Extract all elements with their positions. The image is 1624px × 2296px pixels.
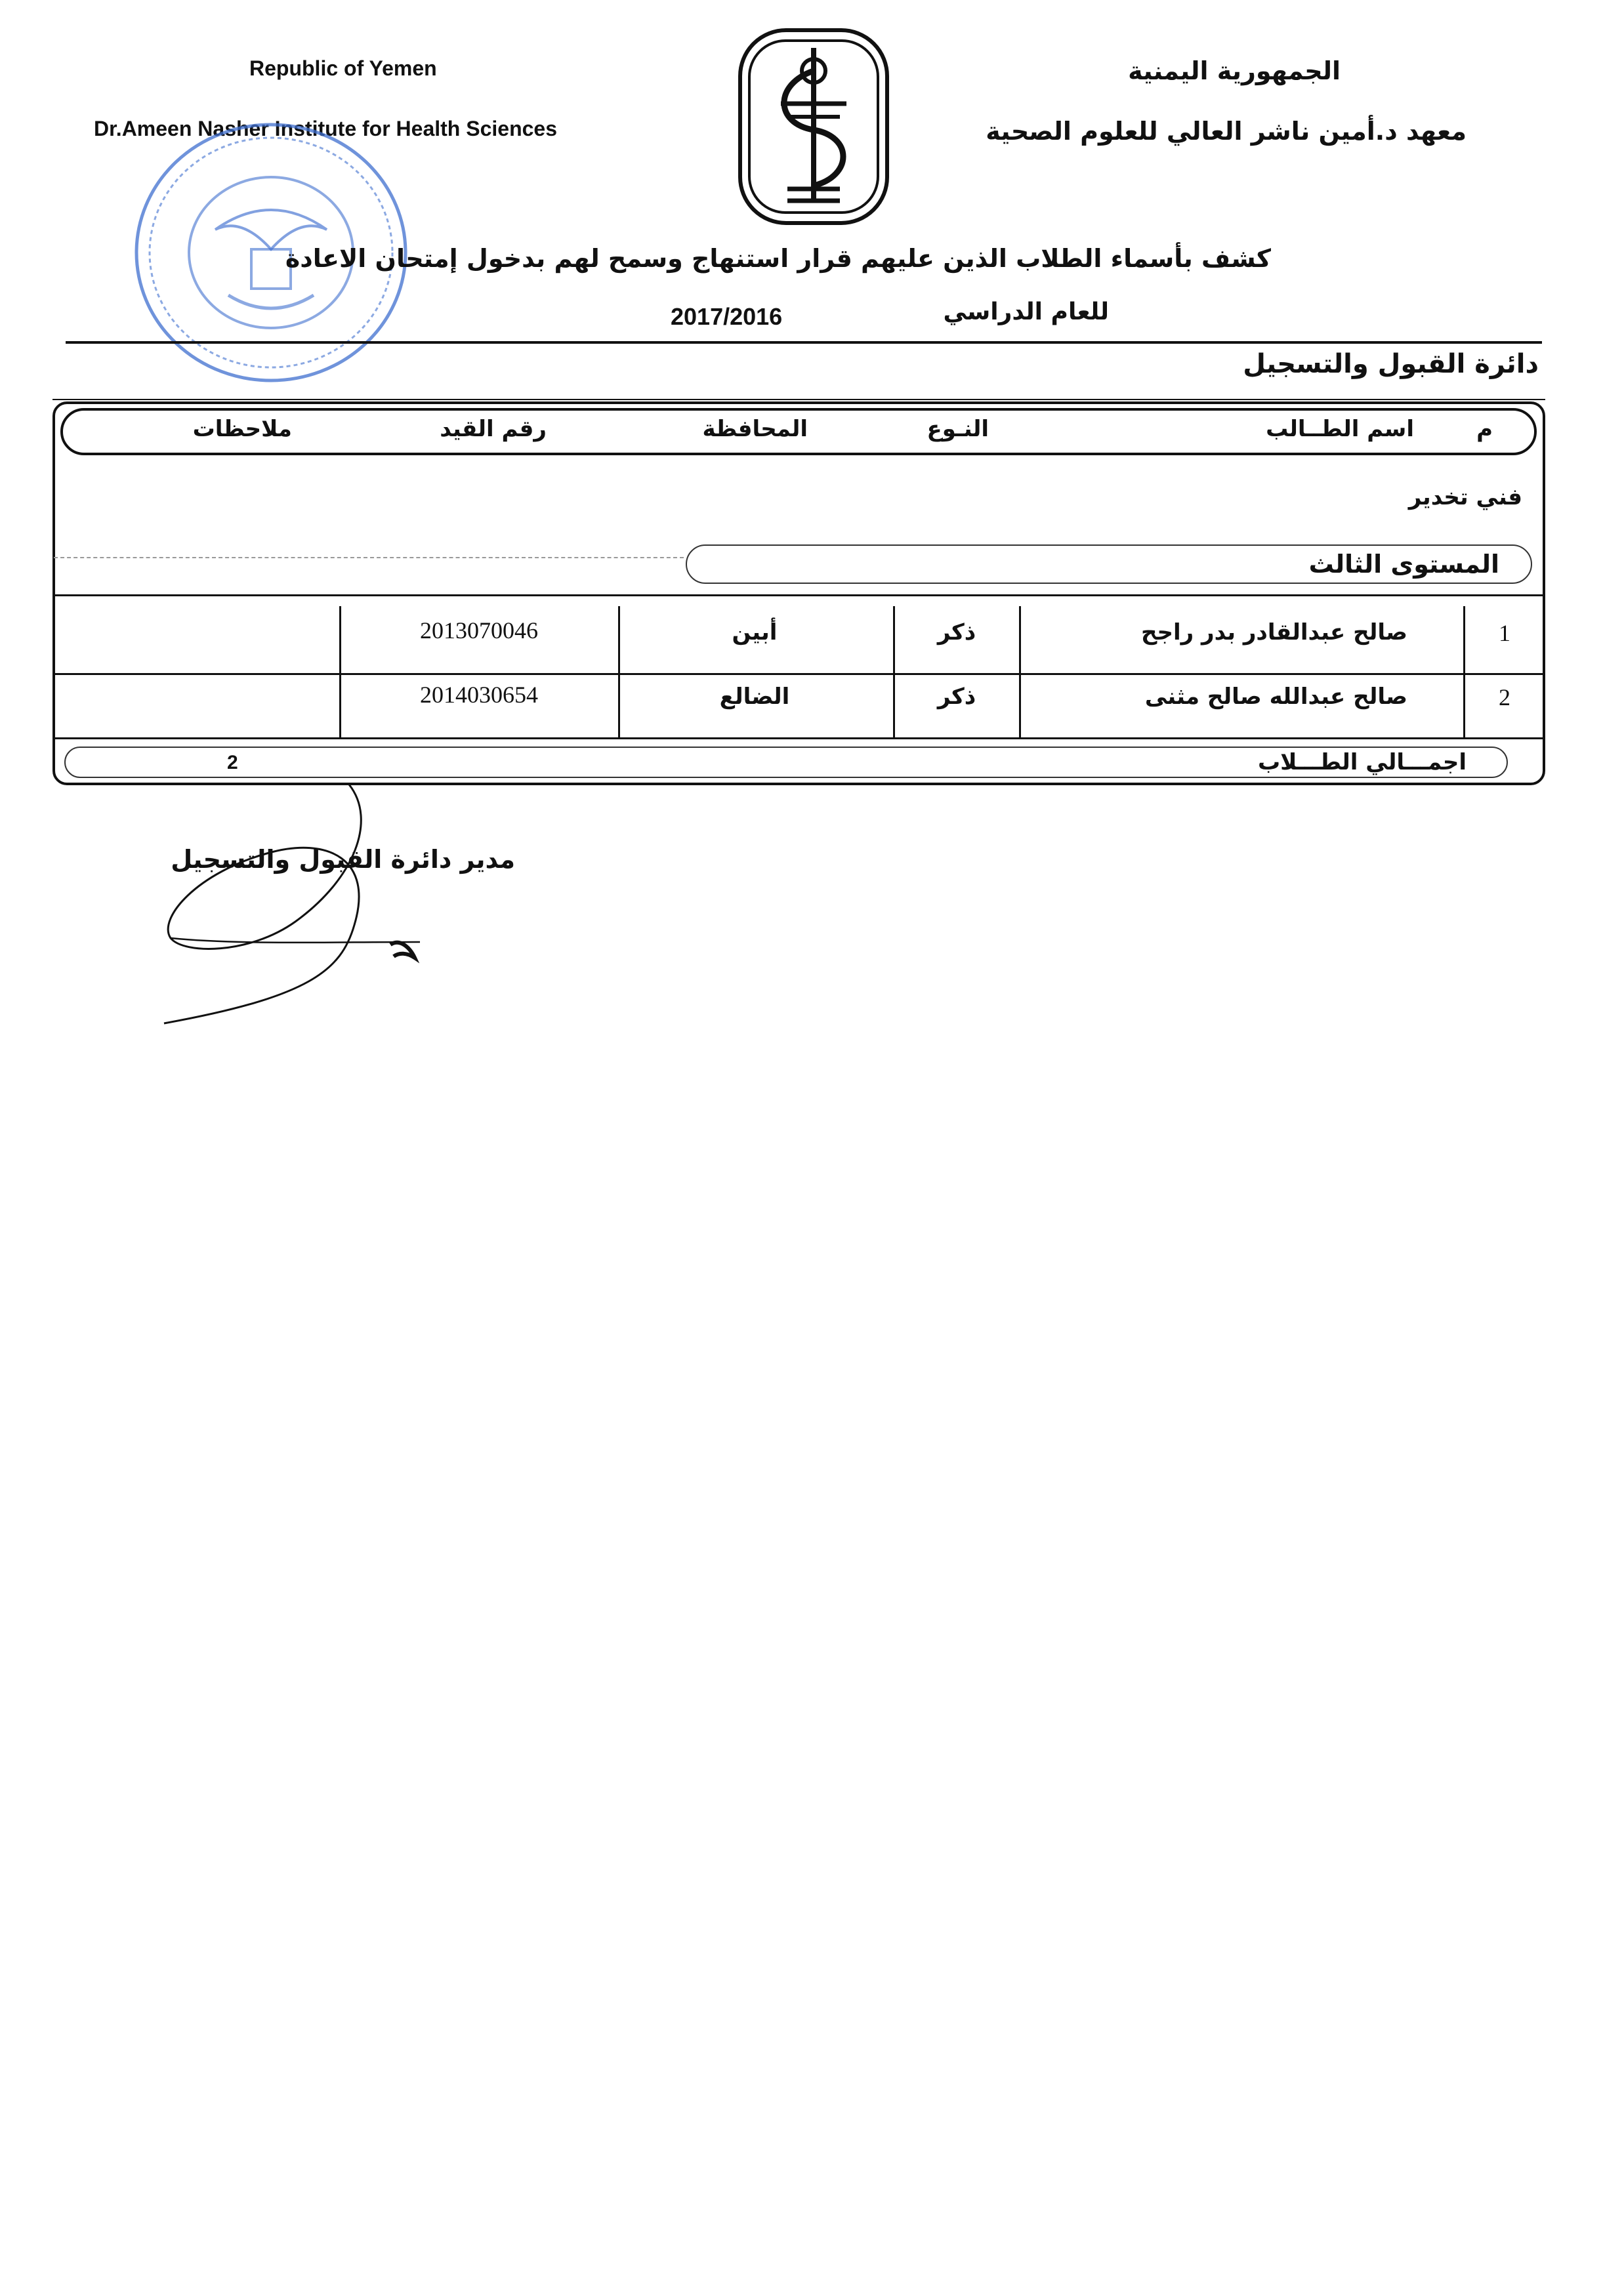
row-2-index: 2 <box>1499 684 1510 710</box>
grid-line <box>1019 606 1021 739</box>
header-governorate: المحافظة <box>702 416 808 442</box>
row-1-registration-number: 2013070046 <box>420 617 538 644</box>
institute-name-ar: معهد د.أمين ناشر العالي للعلوم الصحية <box>986 117 1467 146</box>
total-label: اجمـــالي الطـــلاب <box>1258 749 1467 775</box>
total-value: 2 <box>227 752 238 773</box>
academic-year-label: للعام الدراسي <box>943 298 1109 325</box>
row-2-gender: ذكر <box>937 684 976 710</box>
grid-line <box>54 737 1543 739</box>
academic-year-value: 2017/2016 <box>671 303 783 330</box>
department-name: دائرة القبول والتسجيل <box>1243 349 1539 379</box>
row-2-name: صالح عبدالله صالح مثنى <box>1144 684 1407 710</box>
country-name-en: Republic of Yemen <box>249 56 437 80</box>
row-2-governorate: الضالع <box>719 684 790 710</box>
row-2-registration-number: 2014030654 <box>420 682 538 708</box>
grid-line <box>54 673 1543 675</box>
country-name-ar: الجمهورية اليمنية <box>1128 56 1341 85</box>
row-1-governorate: أبين <box>732 619 778 646</box>
header-index: م <box>1476 416 1493 442</box>
level-name: المستوى الثالث <box>1308 550 1499 579</box>
table-top-rule <box>52 399 1545 400</box>
row-1-gender: ذكر <box>937 619 976 646</box>
signature <box>157 781 466 1030</box>
header-divider <box>66 341 1542 344</box>
students-table <box>52 401 1545 785</box>
document-title: كشف بأسماء الطلاب الذين عليهم قرار استنهاج وسمح لهم بدخول إمتحان الاعادة <box>285 244 1271 273</box>
row-1-index: 1 <box>1499 620 1510 646</box>
institute-logo-icon <box>735 25 892 228</box>
header-student-name: اسم الطــالب <box>1266 416 1414 442</box>
institute-name-en: Dr.Ameen Nasher Institute for Health Sciences <box>94 117 557 140</box>
level-dashed-rule <box>54 557 684 560</box>
signatory-title: مدير دائرة القبول والتسجيل <box>171 845 515 874</box>
row-1-name: صالح عبدالقادر بدر راجح <box>1140 619 1407 646</box>
header-registration-number: رقم القيد <box>440 416 547 442</box>
header-gender: النـوع <box>927 416 989 442</box>
grid-line <box>54 594 1543 596</box>
program-name: فني تخدير <box>1408 484 1522 510</box>
header-notes: ملاحظات <box>192 416 292 442</box>
